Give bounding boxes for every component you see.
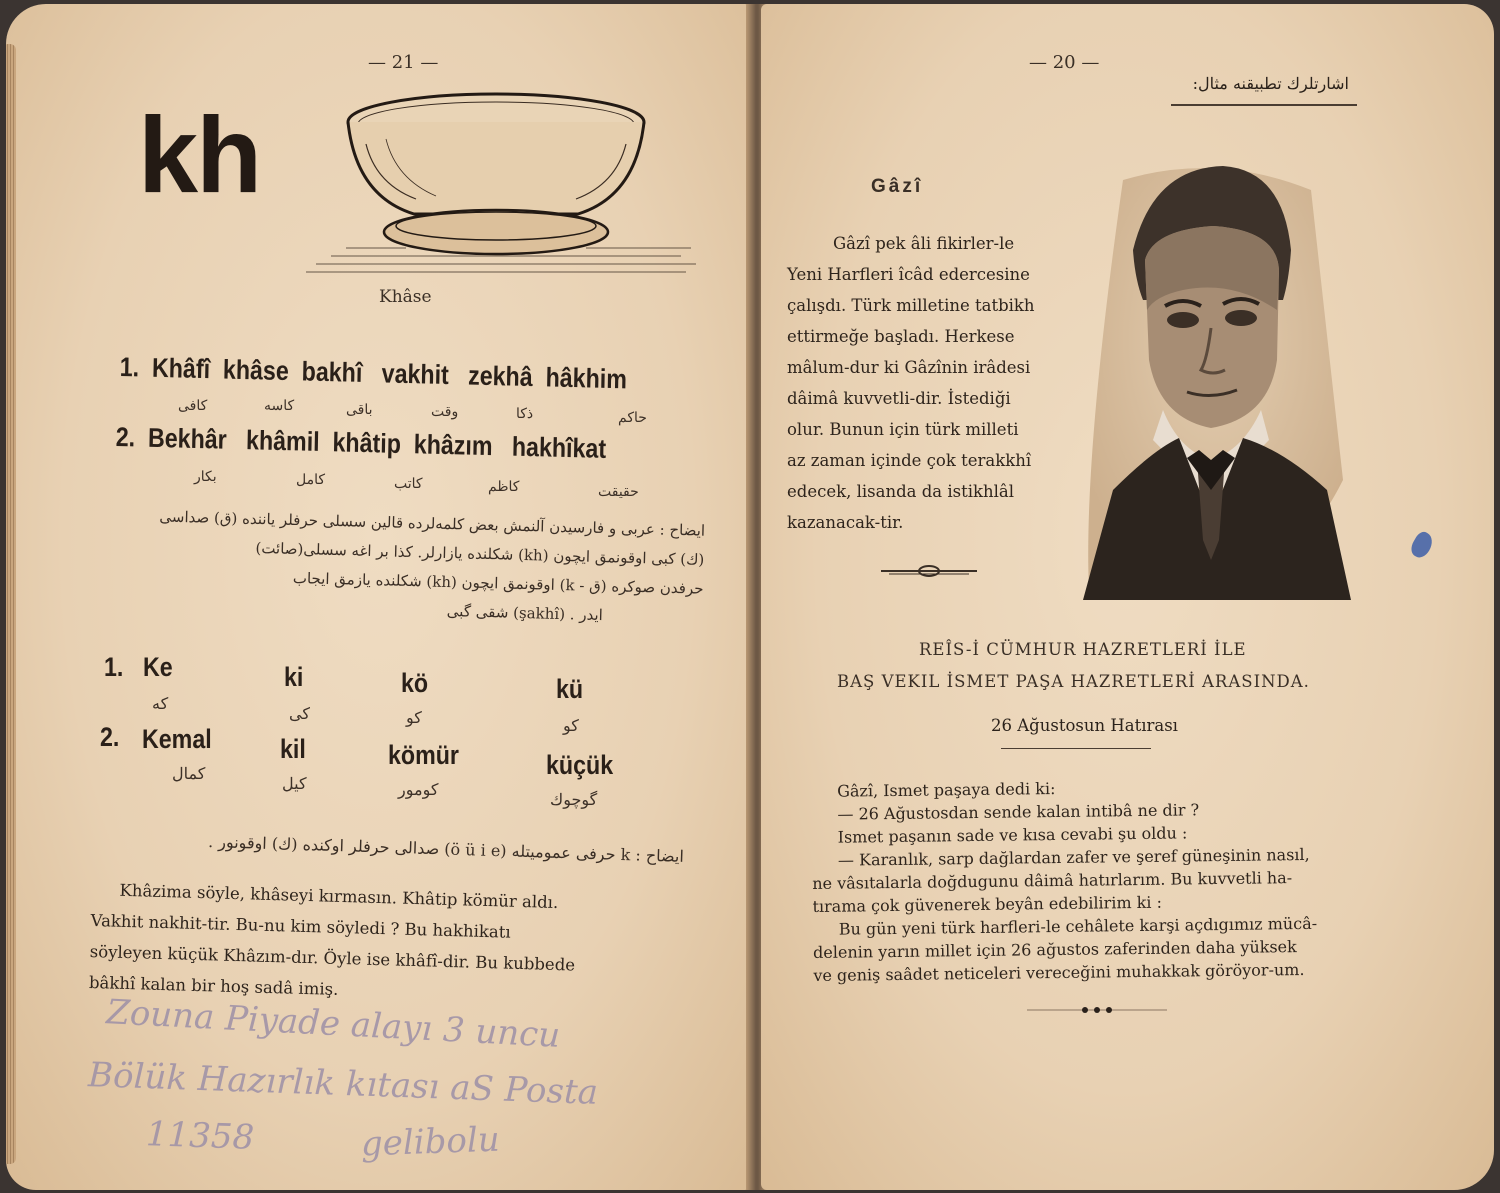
dialog-line: delenin yarın millet için 26 ağustos zaferinden daha yüksek <box>812 937 1297 962</box>
vocab-word: hâkhim <box>545 362 628 395</box>
header-arabic: اشارتلرك تطبیقنه مثال: <box>1192 74 1349 93</box>
syllable-item: kömür <box>388 740 459 770</box>
arabic-gloss: کی <box>289 704 310 723</box>
note-line: (ك) کبی اوقونمق ایچون (kh) شکلنده یازارلر. کذا بر اغه سسلی(صائت) <box>255 538 705 569</box>
story-line: bâkhî kalan bir hoş sadâ imiş. <box>88 972 339 999</box>
dialog-line: — 26 Ağustosdan sende kalan intibâ ne dir ? <box>837 800 1200 824</box>
dialog-line: Ismet paşanın sade ve kısa cevabi şu oldu : <box>837 823 1188 847</box>
bowl-illustration <box>286 84 706 289</box>
syllable-item: Kemal <box>142 724 212 754</box>
story-line: Khâzima söyle, khâseyi kırmasın. Khâtip kömür aldı. <box>119 880 559 913</box>
vocab-word: zekhâ <box>467 360 533 393</box>
note-line: ایضاح : عربی و فارسیدن آلنمش بعض کلمه‌لرده قالین سسلی حرفلر یاننده (ق) صداسی <box>159 507 706 540</box>
section-title: Gâzî <box>871 176 924 197</box>
ink-stain <box>1408 529 1437 561</box>
dialog-line: Gâzî, Ismet paşaya dedi ki: <box>837 779 1056 801</box>
vocab-word: khâse <box>222 354 290 387</box>
story-line: Vakhit nakhit-tir. Bu-nu kim söyledi ? Bu hakhikatı <box>90 910 511 942</box>
syllable-row-number: 2. <box>100 722 120 752</box>
dialog-subheading: 26 Ağustosun Hatırası <box>991 716 1178 735</box>
dialog-line: — Karanlık, sarp dağlardan zafer ve şeref güneşinin nasıl, <box>837 844 1310 870</box>
body-line: Yeni Harfleri îcâd edercesine <box>787 265 1030 284</box>
arabic-gloss: کامل <box>296 472 326 488</box>
dialog-line: ne vâsıtalarla doğdugunu dâimâ hatırlarım. Bu kuvvetli ha- <box>812 868 1293 893</box>
vocab-word: bakhî <box>301 356 363 388</box>
page-number-20: — 20 — <box>1029 52 1100 73</box>
arabic-gloss: باقی <box>346 402 373 418</box>
vocab-word: khâzım <box>413 429 493 462</box>
handwritten-note: 11358 <box>145 1114 255 1158</box>
dialog-heading-1: REÎS-İ CÜMHUR HAZRETLERİ İLE <box>919 640 1247 659</box>
body-line: edecek, lisanda da istikhlâl <box>787 482 1015 501</box>
dialog-line: ve geniş saâdet neticeleri vereceğini muhakkak göröyor-um. <box>813 959 1305 985</box>
vocab-word: vakhit <box>381 358 450 391</box>
vocab-word: Bekhâr <box>147 422 227 455</box>
body-line: ettirmeğe başladı. Herkese <box>787 327 1015 346</box>
ornament-divider <box>879 564 979 578</box>
arabic-gloss: کو <box>563 716 579 735</box>
letter-heading: kh <box>138 94 261 215</box>
vocab-word: khâmil <box>245 425 320 457</box>
arabic-gloss: کاظم <box>488 479 520 495</box>
story-paragraph <box>89 874 578 1012</box>
bowl-caption: Khâse <box>379 287 432 307</box>
body-line: çalışdı. Türk milletine tatbikh <box>787 296 1035 315</box>
handwritten-note: Zouna Piyade alayı 3 uncu <box>105 992 562 1056</box>
right-page <box>761 4 1494 1190</box>
dialog-line: Bu gün yeni türk harfleri-le cehâlete karşi açdıgımız mücâ- <box>838 913 1318 939</box>
portrait-photo <box>1083 160 1351 600</box>
subheading-rule <box>1001 748 1151 749</box>
arabic-gloss: کاتب <box>394 476 423 492</box>
explanation-note <box>113 508 705 625</box>
arabic-gloss: کیل <box>282 774 307 793</box>
handwritten-note: gelibolu <box>360 1119 501 1165</box>
syllable-item: ki <box>284 662 304 692</box>
dialog-heading-2: BAŞ VEKIL İSMET PAŞA HAZRETLERİ ARASINDA. <box>837 672 1310 691</box>
story-line: söyleyen küçük Khâzım-dır. Öyle ise khâfî-dir. Bu kubbede <box>89 941 576 975</box>
page-number-21: — 21 — <box>368 52 439 73</box>
arabic-gloss: وقت <box>431 404 459 420</box>
arabic-gloss: کاسه <box>264 398 295 414</box>
arabic-gloss: کو <box>406 708 422 727</box>
vocab-word: khâtip <box>332 427 402 459</box>
body-line: olur. Bunun için türk milleti <box>787 420 1019 439</box>
dialog-line: tırama çok güvenerek beyân edebilirim ki : <box>812 892 1163 916</box>
vocab-line-2 <box>115 422 606 465</box>
body-line: Gâzî pek âli fikirler-le <box>833 234 1015 253</box>
arabic-gloss: کافی <box>178 398 208 414</box>
dialog-text <box>811 774 1318 987</box>
header-underline <box>1171 104 1357 106</box>
bottom-note: ایضاح : k حرفی عمومیتله (ö ü i e) صدالی حرفلر اوکنده (ك) اوقونور . <box>207 832 685 866</box>
vocab-word: hakhîkat <box>511 431 607 464</box>
syllable-item: kil <box>280 734 306 764</box>
arabic-gloss: کومور <box>398 780 439 799</box>
arabic-gloss: حاکم <box>618 410 647 426</box>
arabic-gloss: حقیقت <box>598 484 639 500</box>
handwritten-note: Bölük Hazırlık kıtası aS Posta <box>87 1055 599 1113</box>
arabic-gloss: گوچوك <box>550 790 598 809</box>
end-ornament <box>1027 1004 1167 1016</box>
body-line: kazanacak-tir. <box>787 513 904 532</box>
arabic-gloss: ذکا <box>516 406 534 422</box>
arabic-gloss: که <box>152 694 169 713</box>
arabic-gloss: بکار <box>194 469 217 485</box>
vocab-number: 2. <box>115 422 136 453</box>
page-edges <box>6 44 16 1164</box>
open-book <box>6 4 1494 1190</box>
left-page <box>6 4 751 1190</box>
syllable-item: Ke <box>143 652 173 682</box>
body-line: az zaman içinde çok terakkhî <box>787 451 1032 470</box>
body-line: mâlum-dur ki Gâzînin irâdesi <box>787 358 1031 377</box>
note-line: حرفدن صوکره (ق - k) اوقونمق ایچون (kh) شکلنده یازمق ایجاب <box>292 568 704 598</box>
gazi-paragraph <box>787 228 1035 538</box>
body-line: dâimâ kuvvetli-dir. İstediği <box>787 389 1011 408</box>
syllable-item: küçük <box>546 750 614 780</box>
syllable-item: kü <box>556 674 584 704</box>
vocab-line-1 <box>119 352 627 395</box>
arabic-gloss: کمال <box>172 764 206 783</box>
syllable-item: kö <box>401 668 429 698</box>
note-line: ایدر . (şakhî) شقی گبی <box>446 602 604 625</box>
vocab-word: Khâfî <box>151 352 211 385</box>
syllable-row-number: 1. <box>104 652 124 682</box>
vocab-number: 1. <box>119 352 140 383</box>
